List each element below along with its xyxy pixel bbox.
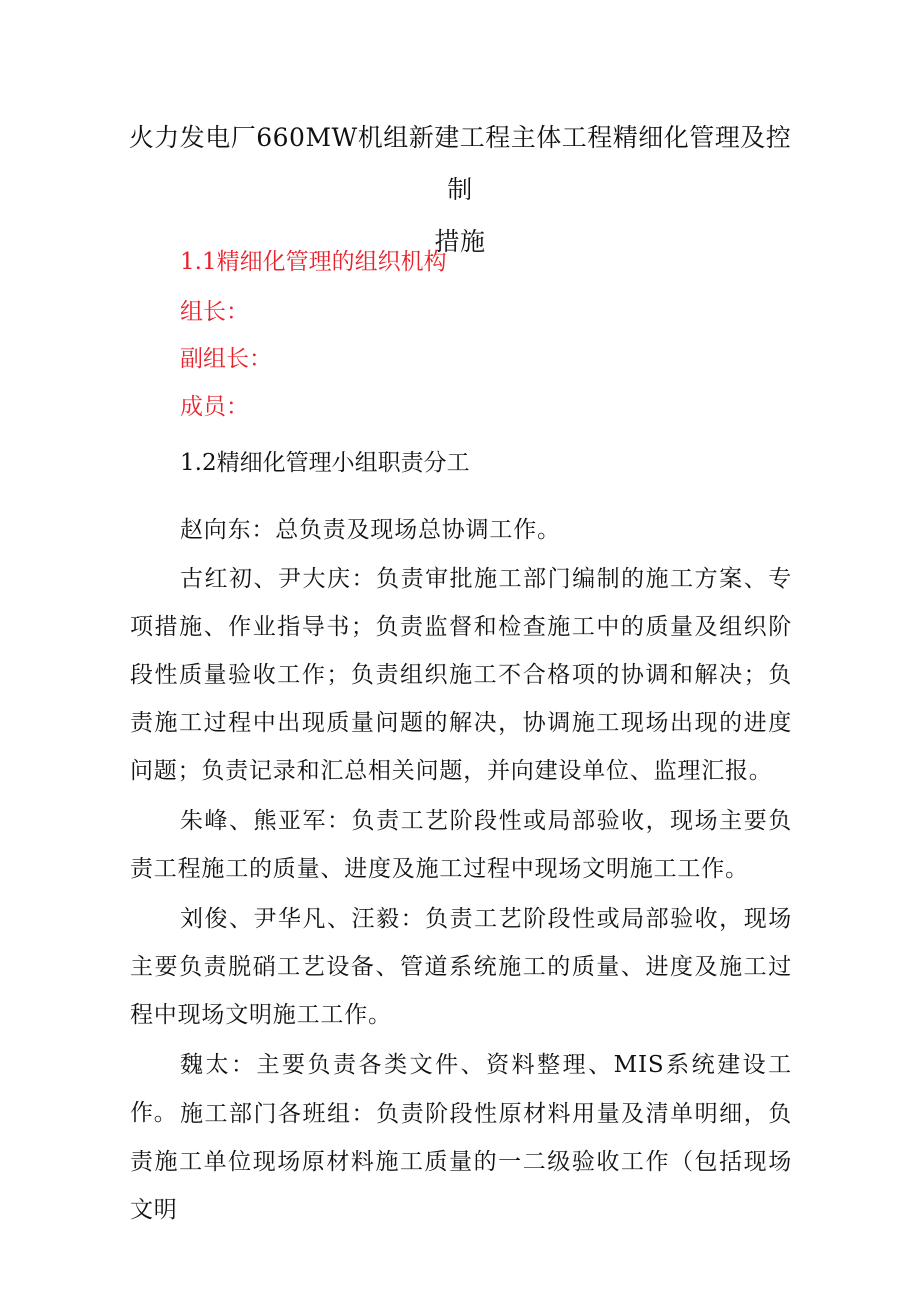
duty-paragraph: 古红初、尹大庆：负责审批施工部门编制的施工方案、专项措施、作业指导书；负责监督和检查施工中的质量及组织阶段性质量验收工作；负责组织施工不合格项的协调和解决；负责施工过程中出现质量问题的解决，协调施工现场出现的进度问题；负责记录和汇总相关问题，并向建设单位、监理汇报。 [130,566,792,784]
members-label: 成员： [180,394,249,420]
leader-label: 组长： [180,299,249,325]
duty-paragraph: 赵向东：总负责及现场总协调工作。 [180,517,561,543]
duty-paragraph: 朱峰、熊亚军：负责工艺阶段性或局部验收，现场主要负责工程施工的质量、进度及施工过程中现场文明施工工作。 [130,808,792,882]
section-1-heading: 1.1精细化管理的组织机构 [180,249,447,275]
document-title [120,112,800,268]
duty-paragraph: 魏太：主要负责各类文件、资料整理、MIS系统建设工作。 [130,1052,792,1126]
duty-paragraph: 施工部门各班组：负责阶段性原材料用量及清单明细，负责施工单位现场原材料施工质量的一二级验收工作（包括现场文明 [130,1101,792,1223]
title-line-1: 火力发电厂660MW机组新建工程主体工程精细化管理及控制 [128,123,792,204]
title-line-2: 措施 [434,227,486,256]
deputy-leader-label: 副组长： [180,346,272,372]
duty-paragraph: 刘俊、尹华凡、汪毅：负责工艺阶段性或局部验收，现场主要负责脱硝工艺设备、管道系统施工的质量、进度及施工过程中现场文明施工工作。 [130,906,792,1028]
section-2-heading: 1.2精细化管理小组职责分工 [180,450,470,476]
